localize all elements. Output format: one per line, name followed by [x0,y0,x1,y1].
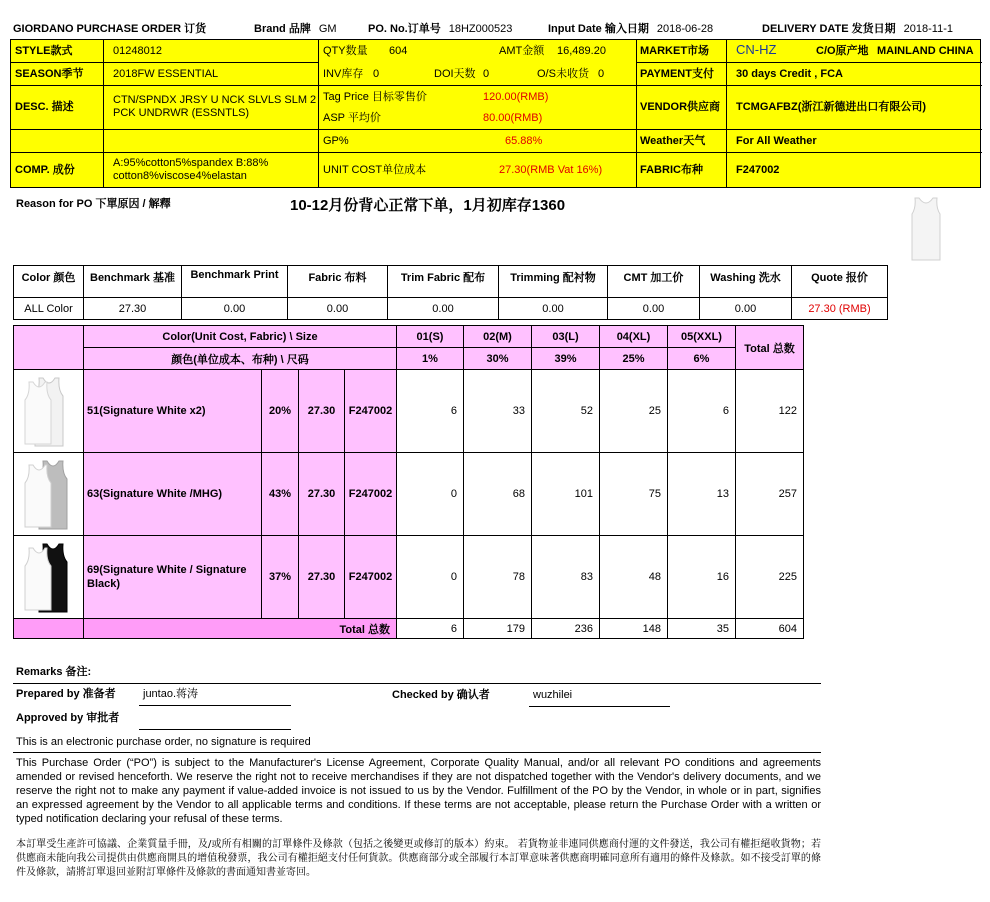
size-pct: 39% [532,348,600,370]
reason-label: Reason for PO 下單原因 / 解釋 [16,198,171,210]
color-name: 69(Signature White / Signature Black) [84,536,262,619]
qty-cell: 0 [397,453,464,536]
fabric-label: FABRIC布种 [640,164,703,176]
market-label: MARKET市场 [640,45,710,57]
season-value: 2018FW ESSENTIAL [113,68,219,80]
input-date-field: Input Date 输入日期 2018-06-28 [548,23,714,35]
po-number-field: PO. No.订单号 18HZ000523 [368,23,513,35]
footer-qty: 148 [600,619,668,639]
qty-cell: 6 [668,370,736,453]
order-info-grid [10,39,981,188]
inv-value: 0 [373,68,380,80]
qty-cell: 75 [600,453,668,536]
market-value: CN-HZ [736,42,777,57]
divider [13,752,821,753]
bench-header: Trim Fabric 配布 [388,266,499,298]
qty-cell: 83 [532,536,600,619]
weather-value: For All Weather [736,135,817,147]
checked-underline [529,706,670,707]
product-image-cell [14,453,84,536]
table-row [14,370,804,453]
terms-chinese: 本訂單受生產許可協議、企業質量手冊，及/或所有相關的訂單條件及條款（包括之後變更或修訂的版本）約束。 若貨物並非連同供應商付運的文件發送，我公司有權拒絕收貨物；若供應商未能向我公司提供由供應商開具的增值稅發票，我公司有權拒絕支付任何貨款。供應商部分或全部履行本訂單意味著供應商明確同意所有適用的條件及條款。如不接受訂單的條件及條款，請將訂單退回並附訂單條件及條款的書面通知書並寄回。 [16,839,821,878]
vendor-label: VENDOR供应商 [640,101,721,113]
vendor-value: TCMGAFBZ(浙江新德进出口有限公司) [736,101,927,113]
bench-cell: 0.00 [700,298,792,320]
bench-header: CMT 加工价 [608,266,700,298]
bench-header: Quote 报价 [792,266,888,298]
os-label: O/S未收货 [537,68,589,80]
color-fabric: F247002 [345,453,397,536]
desc-value: CTN/SPNDX JRSY U NCK SLVLS SLM 2 PCK UNDRWR (ESSNTLS) [113,94,317,119]
brand-field: Brand 品牌 GM [254,23,337,35]
color-cost: 27.30 [299,453,345,536]
bench-header: Benchmark 基准 [84,266,182,298]
qty-value: 604 [389,45,408,57]
bench-header: Fabric 布料 [288,266,388,298]
unit-cost-label: UNIT COST单位成本 [323,164,427,176]
inv-label: INV库存 [323,68,364,80]
footer-qty: 179 [464,619,532,639]
bench-header: Trimming 配衬物 [499,266,608,298]
product-image-cell [14,370,84,453]
size-pct: 30% [464,348,532,370]
row-total: 122 [736,370,804,453]
qty-cell: 16 [668,536,736,619]
style-label: STYLE款式 [15,45,73,57]
size-name: 02(M) [464,326,532,348]
footer-qty: 236 [532,619,600,639]
amt-label: AMT金额 [499,45,545,57]
approved-underline [139,729,291,730]
bench-header: Color 颜色 [14,266,84,298]
size-name: 04(XL) [600,326,668,348]
tag-price-value: 120.00(RMB) [483,91,549,103]
bench-cell: 0.00 [608,298,700,320]
qty-cell: 25 [600,370,668,453]
qty-label: QTY数量 [323,45,368,57]
doi-label: DOI天数 [434,68,476,80]
tank-top-image [21,457,77,531]
row-total: 257 [736,453,804,536]
payment-value: 30 days Credit , FCA [736,68,843,80]
comp-value: A:95%cotton5%spandex B:88% cotton8%viscose4%elastan [113,157,269,182]
prepared-underline [139,705,291,706]
remarks-label: Remarks 备注: [16,666,92,678]
checked-value: wuzhilei [533,689,573,701]
unit-cost-value: 27.30(RMB Vat 16%) [499,164,603,176]
asp-value: 80.00(RMB) [483,112,543,124]
bench-cell: 0.00 [288,298,388,320]
origin-label: C/O原产地 [816,45,869,57]
bench-cell: 0.00 [388,298,499,320]
bench-cell: 0.00 [182,298,288,320]
qty-cell: 13 [668,453,736,536]
tag-price-label: Tag Price 目标零售价 [323,91,427,103]
color-cost: 27.30 [299,370,345,453]
origin-value: MAINLAND CHINA [877,45,974,57]
bench-header: Benchmark Print [182,266,288,298]
size-breakdown-table [13,325,804,639]
color-pct: 37% [262,536,299,619]
style-value: 01248012 [113,45,162,57]
bench-quote-cell: 27.30 (RMB) [792,298,888,320]
size-header-cn: 颜色(单位成本、布种) \ 尺码 [84,348,397,370]
size-header-en: Color(Unit Cost, Fabric) \ Size [84,326,397,348]
qty-cell: 0 [397,536,464,619]
color-name: 51(Signature White x2) [84,370,262,453]
benchmark-table [13,265,888,320]
size-pct: 1% [397,348,464,370]
product-thumbnail [907,196,945,262]
row-total: 225 [736,536,804,619]
weather-label: Weather天气 [640,135,706,147]
qty-cell: 101 [532,453,600,536]
qty-cell: 78 [464,536,532,619]
color-fabric: F247002 [345,370,397,453]
bench-header: Washing 洗水 [700,266,792,298]
prepared-label: Prepared by 准备者 [16,688,116,700]
color-pct: 20% [262,370,299,453]
footer-total-label: Total 总数 [84,619,397,639]
electronic-note: This is an electronic purchase order, no signature is required [16,736,311,748]
season-label: SEASON季节 [15,68,84,80]
gp-value: 65.88% [505,135,543,147]
po-title: GIORDANO PURCHASE ORDER 订货 [13,23,207,35]
total-header: Total 总数 [736,326,804,370]
size-name: 01(S) [397,326,464,348]
approved-label: Approved by 审批者 [16,712,120,724]
amt-value: 16,489.20 [557,45,606,57]
size-pct: 6% [668,348,736,370]
color-name: 63(Signature White /MHG) [84,453,262,536]
grand-total: 604 [736,619,804,639]
color-cost: 27.30 [299,536,345,619]
comp-label: COMP. 成份 [15,164,75,176]
qty-cell: 6 [397,370,464,453]
payment-label: PAYMENT支付 [640,68,714,80]
total-row [14,619,804,639]
color-pct: 43% [262,453,299,536]
reason-value: 10-12月份背心正常下单，1月初库存1360 [290,197,566,214]
bench-cell: 0.00 [499,298,608,320]
qty-cell: 33 [464,370,532,453]
product-image-cell [14,536,84,619]
bench-cell: ALL Color [14,298,84,320]
table-row [14,453,804,536]
qty-cell: 48 [600,536,668,619]
size-pct: 25% [600,348,668,370]
asp-label: ASP 平均价 [323,112,381,124]
qty-cell: 68 [464,453,532,536]
doi-value: 0 [483,68,490,80]
size-name: 03(L) [532,326,600,348]
fabric-value: F247002 [736,164,780,176]
footer-qty: 6 [397,619,464,639]
color-fabric: F247002 [345,536,397,619]
table-row [14,536,804,619]
divider [13,683,821,684]
os-value: 0 [598,68,605,80]
prepared-value: juntao.蒋涛 [143,688,199,700]
footer-qty: 35 [668,619,736,639]
qty-cell: 52 [532,370,600,453]
tank-top-image [21,540,77,614]
bench-cell: 27.30 [84,298,182,320]
checked-label: Checked by 确认者 [392,689,490,701]
terms-english: This Purchase Order (“PO”) is subject to the Manufacturer's License Agreement, Corporate Quality Manual, and/or all relevant PO conditions and agreements amended or revised henceforth. We reserve the right not to receive merchandises if they are not dispatched together with the Vendor's delivery documents, and we reserve the right not to make any payment if value-added invoice is not issued to us by the Vendor. Fulfillment of the PO by the Vendor, in whole or in part, signifies an expressed agreement by the Vendor to all applicable terms and conditions. If these terms are not acceptable, please return the Purchase Order with a written or typed notification declaring your refusal of these terms. [16,757,821,825]
size-name: 05(XXL) [668,326,736,348]
tank-top-image [21,374,77,448]
delivery-date-field: DELIVERY DATE 发货日期 2018-11-1 [762,23,953,35]
desc-label: DESC. 描述 [15,101,74,113]
gp-label: GP% [323,135,349,147]
